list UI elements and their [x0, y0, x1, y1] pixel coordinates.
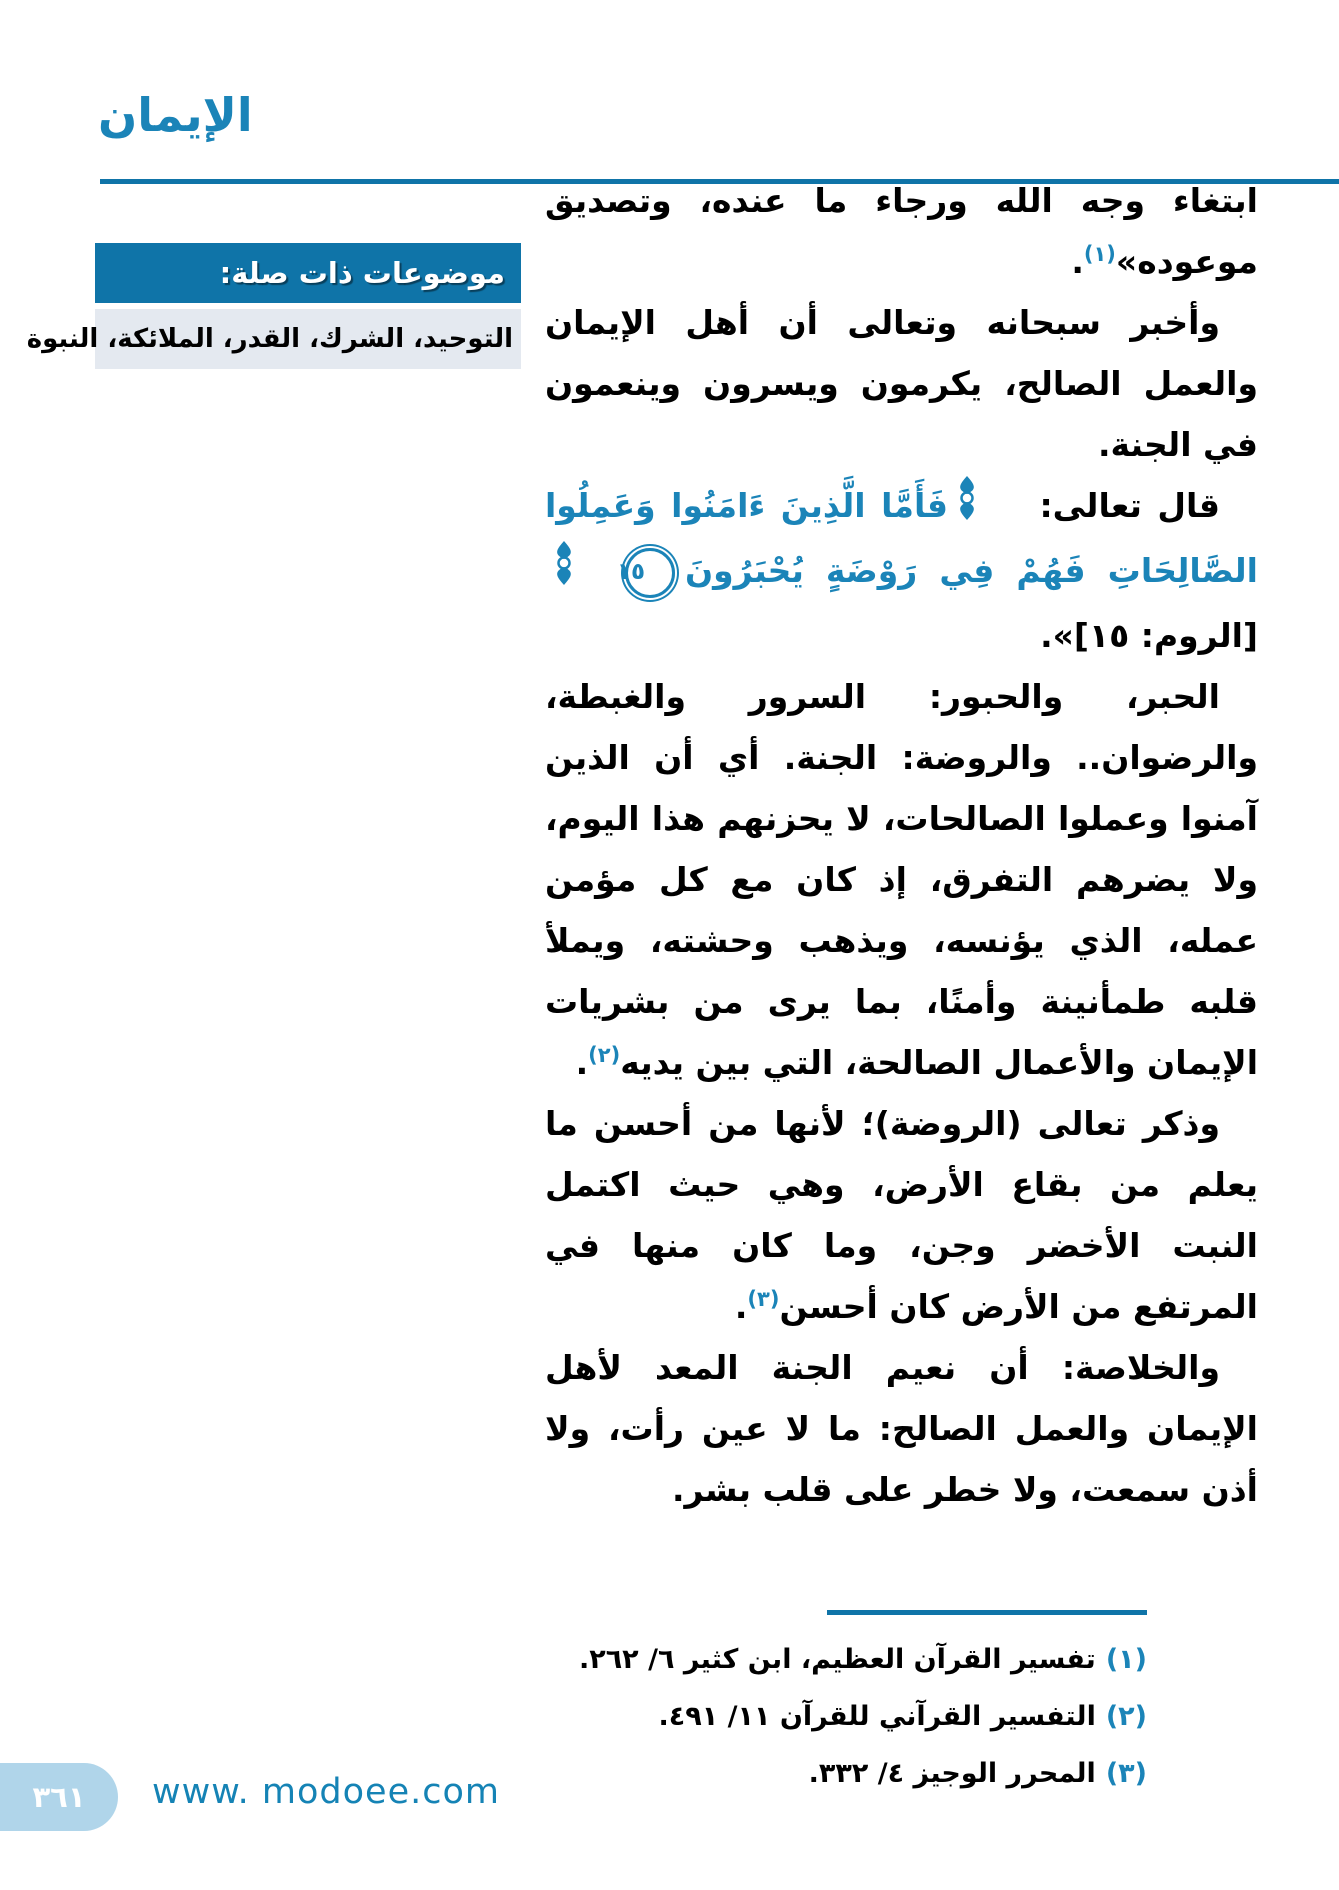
quran-close-bracket-icon — [551, 540, 615, 605]
paragraph-tail: . — [575, 1043, 589, 1082]
quran-open-bracket-icon — [954, 475, 1018, 540]
page-number: ٣٦١ — [32, 1780, 86, 1814]
footnote-text: المحرر الوجيز ٤/ ٣٣٢. — [808, 1758, 1096, 1789]
paragraph-text: الحبر، والحبور: السرور والغبطة، والرضوان.. والروضة: الجنة. أي أن الذين آمنوا وعملوا الصالحات، لا يحزنهم هذا اليوم، ولا يضرهم التفرق، إذ كان مع كل مؤمن عمله، الذي يؤنسه، ويذهب وحشته، ويملأ قلبه طمأنينة وأمنًا، بما يرى من بشريات الإيمان والأعمال الصالحة، التي بين يديه — [545, 677, 1258, 1082]
paragraph-hibar-explanation — [545, 666, 1258, 1093]
footnote-number: (٣) — [1105, 1758, 1147, 1789]
paragraph-continuation — [545, 170, 1258, 292]
footnotes-section — [527, 1610, 1147, 1802]
footnote-ref-2: (٢) — [588, 1043, 621, 1067]
related-topics-header: موضوعات ذات صلة: — [95, 243, 521, 303]
footnote-number: (١) — [1105, 1644, 1147, 1675]
footnote-text: التفسير القرآني للقرآن ١١/ ٤٩١. — [658, 1701, 1096, 1732]
related-topics-content: التوحيد، الشرك، القدر، الملائكة، النبوة — [95, 309, 521, 369]
paragraph-text: وذكر تعالى (الروضة)؛ لأنها من أحسن ما يعلم من بقاع الأرض، وهي حيث اكتمل النبت الأخضر وجن، وما كان منها في المرتفع من الأرض كان أحسن — [545, 1104, 1258, 1326]
paragraph-believers-honored: وأخبر سبحانه وتعالى أن أهل الإيمان والعمل الصالح، يكرمون ويسرون وينعمون في الجنة. — [545, 303, 1258, 464]
footnote-number: (٢) — [1105, 1701, 1147, 1732]
paragraph-rawda-explanation — [545, 1093, 1258, 1337]
verse-citation: [الروم: ١٥]». — [1040, 616, 1258, 655]
main-text-column — [545, 170, 1258, 1520]
footnote-item — [527, 1688, 1147, 1745]
footnote-item — [527, 1631, 1147, 1688]
page-number-badge — [0, 1763, 118, 1831]
footnote-text: تفسير القرآن العظيم، ابن كثير ٦/ ٢٦٢. — [578, 1644, 1096, 1675]
footnote-item — [527, 1745, 1147, 1802]
related-topics-box — [26, 243, 521, 369]
website-url: www. modoee.com — [152, 1772, 500, 1812]
ayah-number-medallion — [616, 548, 675, 598]
paragraph-tail: . — [734, 1287, 748, 1326]
paragraph-tail: . — [1071, 242, 1084, 281]
paragraph-quran-verse — [545, 475, 1258, 666]
ayah-number: ١٥ — [616, 559, 646, 585]
quran-verse-text: فَأَمَّا الَّذِينَ ءَامَنُوا وَعَمِلُوا الصَّالِحَاتِ فَهُمْ فِي رَوْضَةٍ يُحْبَرُونَ — [545, 486, 1258, 590]
chapter-title: الإيمان — [98, 88, 253, 142]
footnote-ref-1: (١) — [1083, 242, 1116, 266]
footnote-ref-3: (٣) — [747, 1287, 780, 1311]
verse-intro: قال تعالى: — [1023, 486, 1220, 525]
paragraph-text: ابتغاء وجه الله ورجاء ما عنده، وتصديق موعوده» — [545, 181, 1258, 281]
paragraph-conclusion: والخلاصة: أن نعيم الجنة المعد لأهل الإيمان والعمل الصالح: ما لا عين رأت، ولا أذن سمعت، ولا خطر على قلب بشر. — [545, 1348, 1258, 1509]
footnotes-divider — [827, 1610, 1147, 1615]
